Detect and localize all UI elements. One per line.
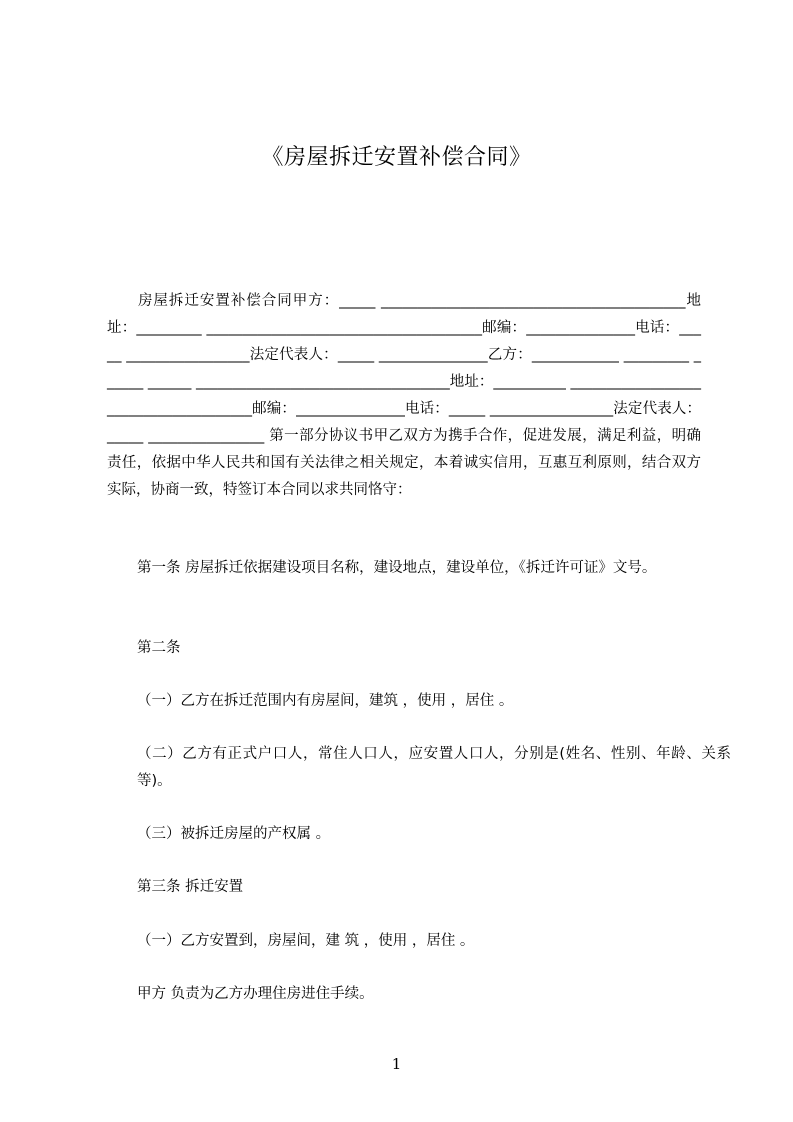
article-1: 第一条 房屋拆迁依据建设项目名称，建设地点，建设单位，《拆迁许可证》文号。 [137, 560, 657, 576]
contract-intro-paragraph: 房屋拆迁安置补偿合同甲方：_____ __________________________________________地址：_________ ______________________________________邮编：_______________电话：_____ _________________法定代表人：_____ _______________乙方：____________ _________ ______ ______ ___________________________________地址：__________ ______________________________________邮编：_______________电话：_____ _________________法定代表人：_____ ________________ 第一部分协议书甲乙双方为携手合作，促进发展，满足利益，明确责任，依据中华人民共和国有关法律之相关规定，本着诚实信用，互惠互利原则，结合双方实际，协商一致，特签订本合同以求共同恪守： [107, 293, 701, 498]
article-2-clause-2: （二）乙方有正式户口人，常住人口人，应安置人口人，分别是(姓名、性别、年龄、关系等)。 [137, 746, 731, 789]
article-3-heading: 第三条 拆迁安置 [137, 879, 244, 895]
article-2-heading: 第二条 [137, 640, 181, 656]
article-2-clause-1: （一）乙方在拆迁范围内有房屋间，建筑 ，使用 ，居住 。 [137, 693, 514, 709]
article-3-clause-2: 甲方 负责为乙方办理住房进住手续。 [137, 986, 374, 1002]
page-number: 1 [391, 1055, 402, 1073]
article-3-clause-1: （一）乙方安置到，房屋间，建 筑 ，使用 ，居住 。 [137, 933, 475, 949]
article-2-clause-3: （三）被拆迁房屋的产权属 。 [137, 826, 331, 842]
document-title: 《房屋拆迁安置补偿合同》 [261, 145, 532, 170]
